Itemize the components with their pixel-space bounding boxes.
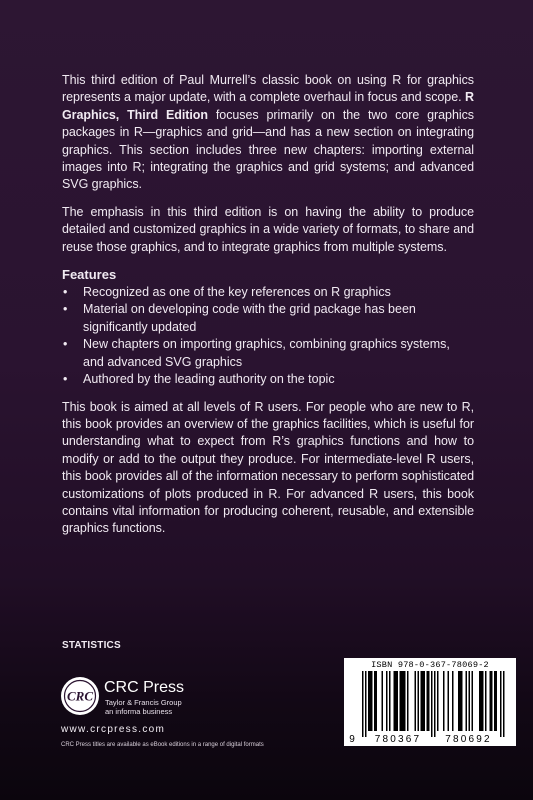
ebook-footnote: CRC Press titles are available as eBook editions in a range of digital formats — [61, 742, 264, 748]
barcode-bar — [503, 671, 505, 737]
features-heading: Features — [62, 267, 117, 283]
audience-paragraph: This book is aimed at all levels of R users. For people who are new to R, this book provides an overview of the graphics facilities, which is useful for understanding what to expect from R’s graphics functions and how to modify or add to the output they produce. For intermediate-level R users, this book provides all of the information necessary to perform sophisticated customizations of plots produced in R. For advanced R users, this book contains vital information for producing coherent, reusable, and extensible graphics functions. — [62, 399, 474, 536]
barcode-bar — [422, 671, 424, 731]
barcode-bar — [421, 671, 423, 731]
crc-press-logo-icon — [60, 676, 100, 716]
barcode-bar — [460, 671, 462, 731]
barcode-bar — [434, 671, 436, 737]
barcode-bar — [386, 671, 388, 731]
barcode-bar — [370, 671, 372, 731]
barcode-bar — [469, 671, 471, 731]
barcode-bar — [496, 671, 498, 731]
feature-item: • New chapters on importing graphics, combining graphics systems, and advanced SVG graphics — [62, 336, 474, 371]
barcode-bar — [403, 671, 405, 731]
barcode-digit-group: 9 — [349, 734, 355, 745]
barcode-bar — [490, 671, 492, 731]
crc-logo-text: CRC — [66, 688, 94, 704]
book-title-emphasis: R Graphics, Third Edition — [62, 90, 474, 122]
barcode-bar — [424, 671, 426, 731]
isbn-label: ISBN 978-0-367-78069-2 — [371, 660, 489, 670]
intro-paragraph: This third edition of Paul Murrell’s classic book on using R for graphics represents a major update, with a complete overhaul in focus and scope. R Graphics, Third Edition focuses primarily on the two core graphics packages in R—graphics and grid—and has a new section on integrating graphics. This section includes three new chapters: importing external images into R; integrating the graphics and grid systems; and advanced SVG graphics. — [62, 73, 474, 192]
barcode-bars — [344, 671, 516, 746]
barcode-bar — [415, 671, 417, 731]
emphasis-paragraph: The emphasis in this third edition is on having the ability to produce detailed and customized graphics in a wide variety of formats, to share and reuse those graphics, and to integrate graphics from multiple systems. — [62, 204, 474, 254]
barcode-bar — [376, 671, 378, 731]
barcode-bar — [362, 671, 364, 737]
barcode-bar — [382, 671, 384, 731]
barcode-bar — [452, 671, 454, 731]
barcode-bar — [479, 671, 481, 731]
feature-item: • Material on developing code with the grid package has been significantly updated — [62, 301, 474, 336]
barcode-bar — [494, 671, 496, 731]
barcode-bar — [461, 671, 463, 731]
barcode-digit-group: 780367 — [374, 734, 422, 745]
feature-item: • Authored by the leading authority on the topic — [62, 371, 474, 388]
feature-item: • Recognized as one of the key references on R graphics — [62, 284, 474, 301]
barcode-bar — [394, 671, 396, 731]
barcode-bar — [458, 671, 460, 731]
barcode-bar — [400, 671, 402, 731]
barcode-bar — [437, 671, 439, 731]
publisher-business: an informa business — [105, 707, 173, 716]
barcode-bar — [418, 671, 420, 731]
barcode-bar — [472, 671, 474, 731]
description-block — [62, 72, 474, 548]
publisher-name: CRC Press — [104, 679, 185, 696]
publisher-website: www.crcpress.com — [61, 724, 166, 735]
barcode-bar — [401, 671, 403, 731]
features-list — [62, 284, 474, 388]
barcode-bar — [427, 671, 429, 731]
barcode-bar — [397, 671, 399, 731]
barcode-bar — [407, 671, 409, 731]
barcode-bar — [389, 671, 391, 731]
barcode-bar — [374, 671, 376, 731]
barcode-digit-group: 780692 — [445, 734, 492, 745]
barcode-bar — [448, 671, 450, 731]
publisher-group: Taylor & Francis Group — [105, 698, 182, 707]
barcode-bar — [428, 671, 430, 731]
barcode-bar — [485, 671, 487, 731]
barcode-bar — [404, 671, 406, 731]
category-label: STATISTICS — [62, 640, 121, 651]
barcode-bar — [431, 671, 433, 737]
barcode-bar — [466, 671, 468, 731]
barcode-bar — [481, 671, 483, 731]
barcode-bar — [365, 671, 367, 737]
barcode-bar — [395, 671, 397, 731]
barcode-bar — [500, 671, 502, 737]
barcode-bar — [368, 671, 370, 731]
barcode-bar — [443, 671, 445, 731]
barcode-bar — [482, 671, 484, 731]
barcode-bar — [371, 671, 373, 731]
isbn-barcode — [344, 658, 516, 746]
barcode-bar — [491, 671, 493, 731]
